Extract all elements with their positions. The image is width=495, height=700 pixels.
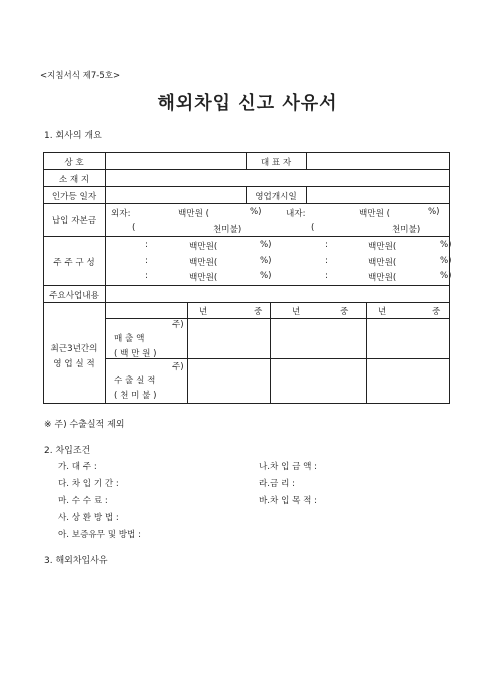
sh-unit: 백만원( bbox=[368, 242, 397, 252]
export-unit: ( 천 미 불 ) bbox=[114, 391, 157, 401]
sales-unit: ( 백 만 원 ) bbox=[114, 349, 157, 359]
label-shareholders: 주 주 구 성 bbox=[53, 258, 95, 268]
capital-unit-1: 백만원 ( bbox=[178, 209, 209, 219]
sales-note-mark: 주) bbox=[172, 320, 184, 330]
sh-pct: %) bbox=[440, 256, 452, 266]
label-representative: 대 표 자 bbox=[260, 158, 292, 168]
export-label: 수 출 실 적 bbox=[114, 376, 156, 386]
sh-colon: : bbox=[145, 240, 148, 250]
document-title: 해외차입 신고 사유서 bbox=[157, 93, 338, 114]
sh-unit: 백만원( bbox=[189, 258, 218, 268]
sales-label: 매 출 액 bbox=[114, 334, 145, 344]
sh-pct: %) bbox=[440, 271, 452, 281]
sh-unit: 백만원( bbox=[189, 273, 218, 283]
sh-colon: : bbox=[325, 256, 328, 266]
label-business-start: 영업개시일 bbox=[255, 192, 297, 202]
label-location: 소 재 지 bbox=[58, 175, 90, 185]
capital-paren-1: ( bbox=[132, 223, 136, 233]
cond-interest: 라.금 리 : bbox=[259, 479, 295, 489]
form-number: <지침서식 제7-5호> bbox=[40, 71, 121, 81]
sh-unit: 백만원( bbox=[368, 258, 397, 268]
capital-paren-2: ( bbox=[311, 223, 315, 233]
label-performance: 최근3년간의 영 업 실 적 bbox=[50, 344, 98, 369]
sh-colon: : bbox=[325, 271, 328, 281]
capital-unit-2: 백만원 ( bbox=[359, 209, 390, 219]
capital-usd-1: 천미불) bbox=[213, 225, 242, 235]
cond-guarantee: 아. 보증유무 및 방법 : bbox=[58, 530, 141, 540]
cond-lender: 가. 대 주 : bbox=[58, 462, 97, 472]
year-mid-label: 중 bbox=[254, 307, 263, 317]
section2-heading: 2. 차입조건 bbox=[44, 446, 91, 456]
capital-foreign-label: 외자: bbox=[111, 209, 131, 219]
capital-domestic-label: 내자: bbox=[286, 209, 306, 219]
sh-colon: : bbox=[145, 256, 148, 266]
export-note-mark: 주) bbox=[172, 362, 184, 372]
year-label: 년 bbox=[378, 307, 387, 317]
cond-repayment: 사. 상 환 방 법 : bbox=[58, 513, 119, 523]
section1-heading: 1. 회사의 개요 bbox=[44, 131, 102, 141]
export-note: ※ 주) 수출실적 제외 bbox=[44, 420, 125, 430]
year-label: 년 bbox=[199, 307, 208, 317]
label-main-business: 주요사업내용 bbox=[49, 291, 99, 301]
sh-pct: %) bbox=[260, 256, 272, 266]
sh-pct: %) bbox=[260, 271, 272, 281]
sh-unit: 백만원( bbox=[368, 273, 397, 283]
year-label: 년 bbox=[292, 307, 301, 317]
capital-pct-2: %) bbox=[428, 207, 440, 217]
cond-amount: 나.차 입 금 액 : bbox=[259, 462, 318, 472]
sh-colon: : bbox=[145, 271, 148, 281]
sh-colon: : bbox=[325, 240, 328, 250]
sh-pct: %) bbox=[260, 240, 272, 250]
cond-fee: 마. 수 수 료 : bbox=[58, 496, 108, 506]
label-license-date: 인가등 일자 bbox=[51, 192, 97, 202]
cond-purpose: 바.차 입 목 적 : bbox=[259, 496, 318, 506]
year-mid-label: 중 bbox=[340, 307, 349, 317]
label-trade-name: 상 호 bbox=[64, 158, 84, 168]
sh-unit: 백만원( bbox=[189, 242, 218, 252]
year-mid-label: 중 bbox=[432, 307, 441, 317]
capital-usd-2: 천미불) bbox=[392, 225, 421, 235]
sh-pct: %) bbox=[440, 240, 452, 250]
section3-heading: 3. 해외차입사유 bbox=[44, 556, 108, 566]
label-capital: 납입 자본금 bbox=[51, 216, 97, 226]
cond-period: 다. 차 입 기 간 : bbox=[58, 479, 119, 489]
capital-pct-1: %) bbox=[250, 207, 262, 217]
